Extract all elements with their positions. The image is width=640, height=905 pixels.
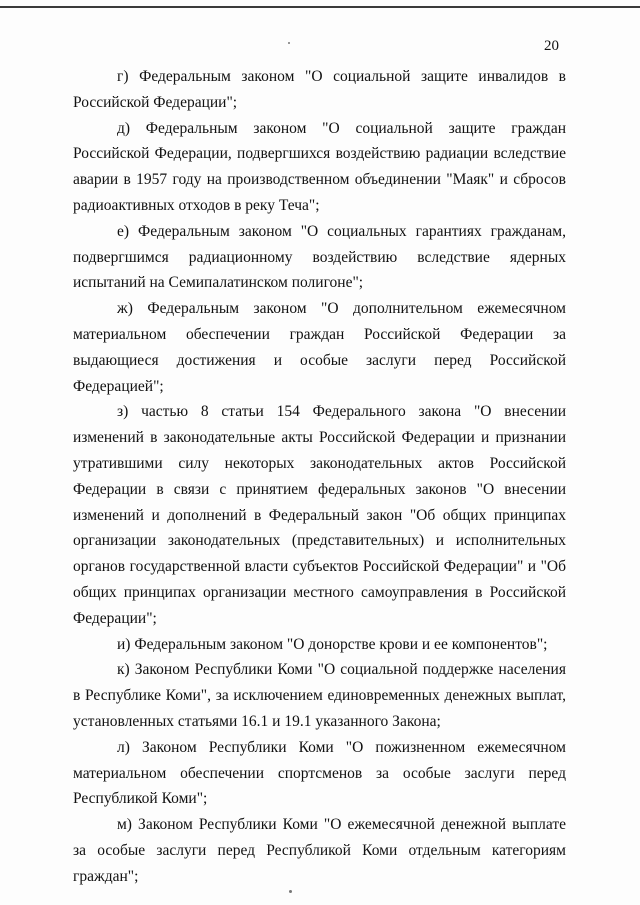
list-item-d: д) Федеральным законом "О социальной защите граждан Российской Федерации, подвергшихся воздействию радиации вследствие аварии в 1957 году на производственном объединении "Маяк" и сбросов радиоактивных отходов в реку Теча";	[73, 119, 566, 214]
list-item-g: г) Федеральным законом "О социальной защите инвалидов в Российской Федерации";	[73, 68, 566, 111]
page-number: 20	[544, 38, 559, 54]
document-body	[73, 64, 566, 890]
list-item-i: и) Федеральным законом "О донорстве крови и ее компонентов";	[117, 635, 548, 653]
list-item-l: л) Законом Республики Коми "О пожизненном ежемесячном материальном обеспечении спортсменов за особые заслуги перед Республикой Коми";	[73, 738, 566, 808]
list-item-z: з) частью 8 статьи 154 Федерального закона "О внесении изменений в законодательные акты Российской Федерации и признании утратившими силу некоторых законодательных актов Российской Федерации в связи с принятием федеральных законов "О внесении изменений и дополнений в Федеральный закон "Об общих принципах организации законодательных (представительных) и исполнительных органов государственной власти субъектов Российской Федерации" и "Об общих принципах организации местного самоуправления в Российской Федерации";	[73, 403, 566, 627]
list-item-m: м) Законом Республики Коми "О ежемесячной денежной выплате за особые заслуги перед Республикой Коми отдельным категориям граждан";	[73, 816, 566, 885]
scan-speck	[288, 42, 290, 44]
list-item-zh: ж) Федеральным законом "О дополнительном ежемесячном материальном обеспечении граждан Российской Федерации за выдающиеся достижения и особые заслуги перед Российской Федерацией";	[73, 300, 566, 395]
scan-top-edge	[0, 6, 640, 8]
list-item-e: е) Федеральным законом "О социальных гарантиях гражданам, подвергшимся радиационному воздействию вследствие ядерных испытаний на Семипалатинском полигоне";	[73, 222, 566, 292]
scan-speck	[289, 890, 292, 893]
list-item-k: к) Законом Республики Коми "О социальной поддержке населения в Республике Коми", за исключением единовременных денежных выплат, установленных статьями 16.1 и 19.1 указанного Закона;	[73, 661, 566, 730]
